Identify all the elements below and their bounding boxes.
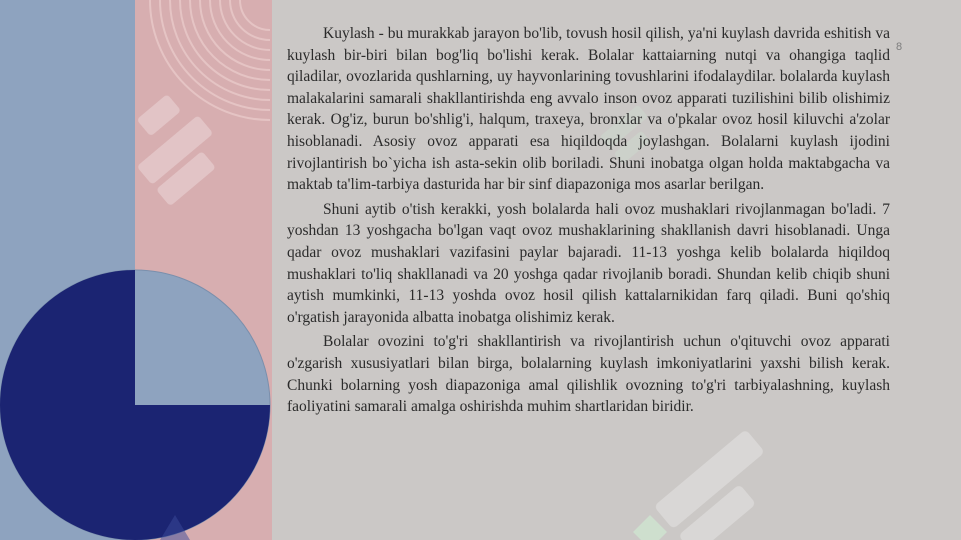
paragraph-2: Shuni aytib o'tish kerakki, yosh bolalarda hali ovoz mushaklari rivojlanmagan bo'ladi. 7 yoshdan 13 yoshgacha bo'lgan vaqt ovoz mushaklarining shakllanish davri hisoblanadi. Unga qadar ovoz mushaklari vazifasini paylar bajaradi. 11-13 yoshga kelib bolalarda hiqildoq mushaklari to'liq shakllanadi va 20 yoshga qadar rivojlanib boradi. Shundan kelib chiqib shuni aytish mumkinki, 11-13 yoshda ovoz hosil qilish kattalarnikidan farq qiladi. Buni qo'shiq o'rgatish jarayonida albatta inobatga olishimiz kerak.	[287, 200, 890, 326]
slide-text-body	[287, 23, 890, 421]
paragraph-3: Bolalar ovozini to'g'ri shakllantirish va rivojlantirish uchun o'qituvchi ovoz apparati o'zgarish xususiyatlari bilan birga, bolalarning kuylash imkoniyatlarini yaxshi bilish kerak. Chunki bolarning yosh diapazoniga amal qilishlik ovozning to'g'ri tarbiyalashning, kuylash faoliyatini samarali amalga oshirishda muhim shartlaridan biridir.	[287, 333, 890, 416]
green-accent-bottom	[633, 515, 667, 540]
watermark-mark-right	[654, 429, 787, 540]
paragraph-1: Kuylash - bu murakkab jarayon bo'lib, tovush hosil qilish, ya'ni kuylash davrida eshitish va kuylash bir-biri bilan bog'liq bo'lishi kerak. Bolalar kattaiarning nutqi va ohangiga taqlid qiladilar, ovozlarida qushlarning, uy hayvonlarining tovushlarini ifodalaydilar. bolalarda kuylash malakalarini samarali shakllantirishda eng avvalo inson ovoz apparati tuzilishini bilib olishimiz kerak. Og'iz, burun bo'shlig'i, halqum, traxeya, bronxlar va o'pkalar ovoz hosil kiluvchi a'zolar hisoblanadi. Asosiy ovoz apparati esa hiqildoqda joylashgan. Bolalarni kuylash ijodini rivojlantirish bo`yicha ish asta-sekin olib boriladi. Shuni inobatga olgan holda maktabgacha va maktab ta'lim-tarbiya dasturida har bir sinf diapazoniga mos asarlar berilgan.	[287, 25, 890, 194]
watermark-mark-left	[114, 88, 232, 207]
slide-number: 8	[896, 41, 903, 53]
